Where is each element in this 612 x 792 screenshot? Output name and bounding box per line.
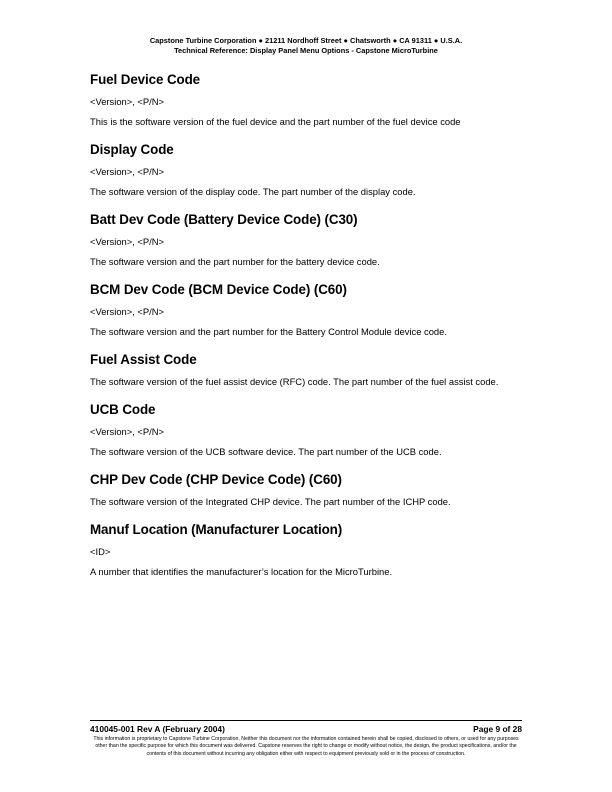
page-header: [0, 36, 612, 56]
section-syntax: <ID>: [90, 546, 111, 557]
section-syntax: <Version>, <P/N>: [90, 236, 165, 247]
footer-proprietary-notice: This information is proprietary to Capstone Turbine Corporation. Neither this document nor the information contained herein shall be copied, disclosed to others, or used for any purposes other than the specific purpose for which this document was delivered. Capstone reserves the right to change or modify without notice, the design, the product specifications, and/or the contents of this document without incurring any obligation either with respect to equipment previously sold or in the process of construction.: [93, 736, 519, 757]
section-heading: Manuf Location (Manufacturer Location): [90, 522, 343, 537]
section-heading: Fuel Device Code: [90, 72, 201, 87]
section-syntax: <Version>, <P/N>: [90, 306, 165, 317]
section-heading: Fuel Assist Code: [90, 352, 197, 367]
section-syntax: <Version>, <P/N>: [90, 426, 165, 437]
section-fuel-device-code: [90, 72, 530, 128]
section-display-code: [90, 142, 530, 198]
section-manuf-location: [90, 522, 530, 578]
section-description: The software version of the fuel assist device (RFC) code. The part number of the fuel assist code.: [90, 376, 499, 387]
section-heading: CHP Dev Code (CHP Device Code) (C60): [90, 472, 342, 487]
section-description: This is the software version of the fuel device and the part number of the fuel device code: [90, 116, 461, 127]
section-heading: BCM Dev Code (BCM Device Code) (C60): [90, 282, 347, 297]
section-bcm-dev-code: [90, 282, 530, 338]
section-description: The software version and the part number for the battery device code.: [90, 256, 380, 267]
section-description: The software version of the Integrated CHP device. The part number of the ICHP code.: [90, 496, 451, 507]
section-syntax: <Version>, <P/N>: [90, 96, 165, 107]
footer-divider: [90, 720, 522, 721]
section-syntax: <Version>, <P/N>: [90, 166, 165, 177]
section-chp-dev-code: [90, 472, 530, 508]
footer-page-number: Page 9 of 28: [473, 724, 522, 734]
section-description: A number that identifies the manufacturer’s location for the MicroTurbine.: [90, 566, 393, 577]
section-heading: Display Code: [90, 142, 174, 157]
footer-document-number: 410045-001 Rev A (February 2004): [90, 724, 225, 734]
section-heading: Batt Dev Code (Battery Device Code) (C30): [90, 212, 358, 227]
header-company-address: Capstone Turbine Corporation ● 21211 Nordhoff Street ● Chatsworth ● CA 91311 ● U.S.A.: [149, 36, 463, 45]
section-description: The software version of the UCB software device. The part number of the UCB code.: [90, 446, 442, 457]
section-heading: UCB Code: [90, 402, 156, 417]
section-batt-dev-code: [90, 212, 530, 268]
section-ucb-code: [90, 402, 530, 458]
header-document-title: Technical Reference: Display Panel Menu Options - Capstone MicroTurbine: [174, 46, 438, 55]
section-description: The software version and the part number for the Battery Control Module device code.: [90, 326, 447, 337]
main-content: [90, 72, 530, 578]
section-description: The software version of the display code. The part number of the display code.: [90, 186, 416, 197]
section-fuel-assist-code: [90, 352, 530, 388]
